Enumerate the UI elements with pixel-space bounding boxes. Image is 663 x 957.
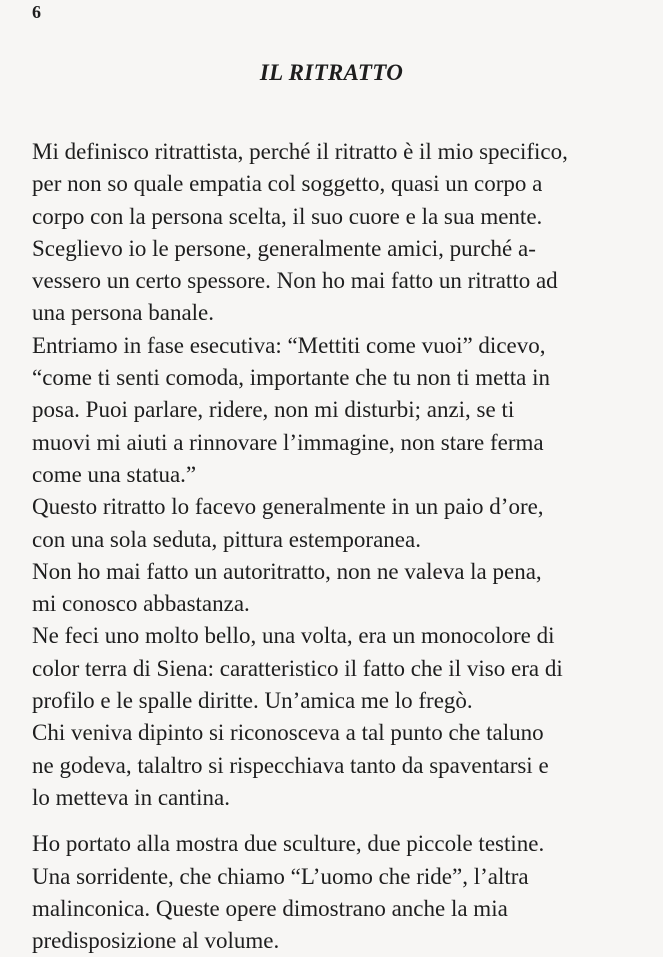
paragraph — [32, 828, 632, 957]
text-line: predisposizione al volume. — [32, 928, 280, 954]
text-line: malinconica. Queste opere dimostrano anche la mia — [32, 895, 508, 921]
text-line: mi conosco abbastanza. — [32, 591, 250, 617]
paragraph — [32, 136, 632, 814]
text-line: color terra di Siena: caratteristico il fatto che il viso era di — [32, 655, 563, 681]
text-line: Una sorridente, che chiamo “L’uomo che ride”, l’altra — [32, 863, 529, 889]
text-line: Non ho mai fatto un autoritratto, non ne valeva la pena, — [32, 558, 542, 584]
chapter-title: IL RITRATTO — [259, 60, 404, 85]
text-line: corpo con la persona scelta, il suo cuore e la sua mente. — [32, 203, 543, 229]
text-line: vessero un certo spessore. Non ho mai fatto un ritratto ad — [32, 268, 558, 294]
text-line: con una sola seduta, pittura estemporanea. — [32, 526, 421, 552]
text-line: Sceglievo io le persone, generalmente amici, purché a- — [32, 235, 536, 261]
text-line: profilo e le spalle diritte. Un’amica me lo fregò. — [32, 688, 473, 714]
text-line: posa. Puoi parlare, ridere, non mi disturbi; anzi, se ti — [32, 397, 515, 423]
body-text — [32, 136, 632, 957]
text-line: muovi mi aiuti a rinnovare l’immagine, non stare ferma — [32, 429, 544, 455]
text-line: Ho portato alla mostra due sculture, due piccole testine. — [32, 831, 545, 857]
text-line: “come ti senti comoda, importante che tu non ti metta in — [32, 365, 550, 391]
text-line: Questo ritratto lo facevo generalmente in un paio d’ore, — [32, 494, 544, 520]
text-line: per non so quale empatia col soggetto, quasi un corpo a — [32, 171, 543, 197]
text-line: come una statua.” — [32, 461, 197, 487]
paragraph-gap — [32, 814, 632, 828]
text-line: Entriamo in fase esecutiva: “Mettiti come vuoi” dicevo, — [32, 332, 546, 358]
text-line: Mi definisco ritrattista, perché il ritratto è il mio specifico, — [32, 139, 568, 164]
text-line: ne godeva, talaltro si rispecchiava tanto da spaventarsi e — [32, 752, 549, 778]
text-line: una persona banale. — [32, 300, 215, 326]
page-number: 6 — [32, 2, 42, 22]
text-line: Ne feci uno molto bello, una volta, era un monocolore di — [32, 623, 555, 649]
text-line: lo metteva in cantina. — [32, 784, 230, 810]
text-line: Chi veniva dipinto si riconosceva a tal punto che taluno — [32, 720, 544, 746]
